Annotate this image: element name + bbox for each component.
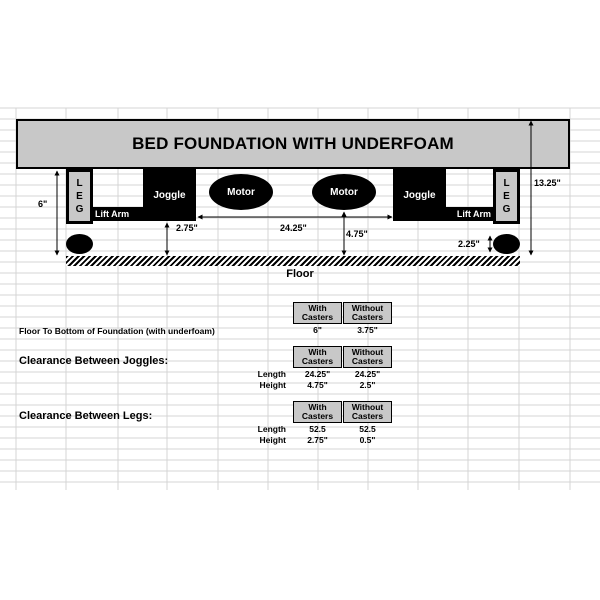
floor-label: Floor <box>286 268 314 280</box>
diagram-title: BED FOUNDATION WITH UNDERFOAM <box>132 134 454 153</box>
floor-to-bottom-without: 3.75" <box>357 325 378 335</box>
table1-header-with: With Casters <box>293 302 342 324</box>
table2-header-with: With Casters <box>293 346 342 368</box>
left-motor-label: Motor <box>227 186 255 198</box>
table3-header-without: Without Casters <box>343 401 392 423</box>
caster-height-label: 2.25" <box>458 239 480 249</box>
left-leg-label: L E G <box>75 178 84 215</box>
joggles-row-length-label: Length <box>257 369 286 379</box>
table1-header-without: Without Casters <box>343 302 392 324</box>
joggles-section-title: Clearance Between Joggles: <box>19 355 169 367</box>
total-height-label: 13.25" <box>534 178 561 188</box>
left-lift-arm-label: Lift Arm <box>95 209 130 219</box>
left-height-label: 6" <box>38 199 48 209</box>
legs-section-title: Clearance Between Legs: <box>19 410 153 422</box>
legs-row-length-label: Length <box>257 424 286 434</box>
right-motor-label: Motor <box>330 186 358 198</box>
joggles-length-with: 24.25" <box>304 369 331 379</box>
leg-clearance-label: 2.75" <box>176 223 198 233</box>
joggles-height-without: 2.5" <box>359 380 376 390</box>
legs-height-with: 2.75" <box>307 435 328 445</box>
table3-header-with: With Casters <box>293 401 342 423</box>
legs-row-height-label: Height <box>259 435 286 445</box>
right-leg-label: L E G <box>502 178 511 215</box>
joggles-row-height-label: Height <box>259 380 286 390</box>
legs-length-without: 52.5 <box>359 424 376 434</box>
joggle-gap-label: 24.25" <box>280 223 307 233</box>
table2-header-without: Without Casters <box>343 346 392 368</box>
joggles-length-without: 24.25" <box>354 369 381 379</box>
legs-length-with: 52.5 <box>309 424 326 434</box>
legs-height-without: 0.5" <box>359 435 376 445</box>
floor-to-bottom-label: Floor To Bottom of Foundation (with underfoam) <box>19 326 215 336</box>
right-joggle-label: Joggle <box>403 189 436 201</box>
floor-to-bottom-with: 6" <box>313 325 322 335</box>
joggles-height-with: 4.75" <box>307 380 328 390</box>
right-lift-arm-label: Lift Arm <box>456 209 491 219</box>
left-joggle-label: Joggle <box>153 189 186 201</box>
joggle-clearance-label: 4.75" <box>346 229 368 239</box>
